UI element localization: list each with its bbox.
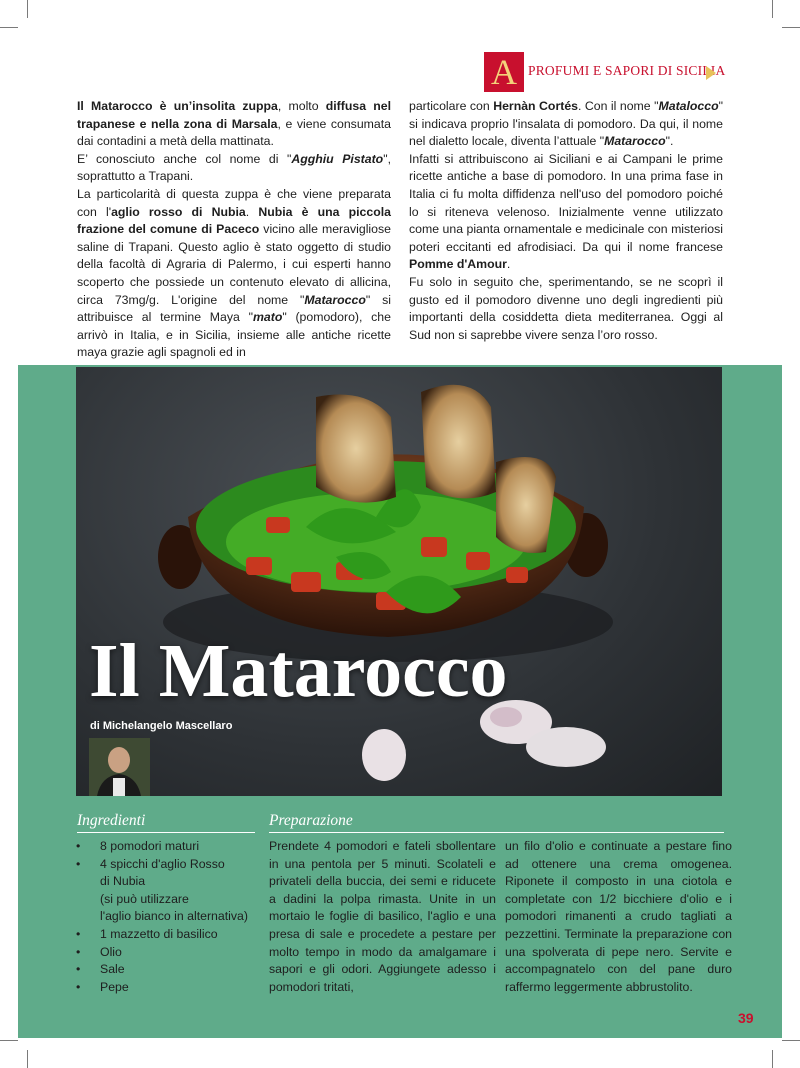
author-portrait <box>89 738 150 796</box>
crop-mark <box>772 1050 773 1068</box>
ingredient-text: l'aglio bianco in alternativa) <box>100 909 248 924</box>
text-run: Il Matarocco è un’insolita zuppa <box>77 99 278 113</box>
text-run: Agghiu Pistato <box>291 151 384 166</box>
crop-mark <box>772 0 773 18</box>
text-run: Hernàn Cortés <box>493 99 578 113</box>
bullet-icon: • <box>76 926 81 941</box>
arrow-icon <box>706 66 716 80</box>
text-run: " si attribuisce al termine Maya " <box>77 292 391 325</box>
crop-mark <box>782 1040 800 1041</box>
text-run: particolare con <box>409 99 494 113</box>
text-run: Matarocco <box>304 292 366 307</box>
ingredient-item <box>76 979 248 997</box>
intro-paragraph <box>77 98 391 151</box>
text-run: mato <box>252 310 283 325</box>
text-run: . <box>506 257 511 272</box>
intro-paragraph <box>77 186 391 362</box>
crop-mark <box>782 27 800 28</box>
intro-column-right <box>409 98 723 344</box>
text-run: Matalocco <box>658 99 719 113</box>
text-run: vicino alle meravigliose saline di Trapani. Questo aglio è stato oggetto di studio della facoltà di Agraria di Palermo, i cui esperti hanno scoperto che possiede un contenuto elevato di allicina, circa 73mg/g. L'origine del nome " <box>77 222 391 307</box>
bullet-icon: • <box>76 839 81 853</box>
text-run: ", soprattutto a Trapani. <box>77 151 391 184</box>
text-run: , e viene consumata dai contadini a metà della mattinata. <box>77 116 392 149</box>
text-run: . <box>245 204 259 219</box>
author-byline: di Michelangelo Mascellaro <box>90 720 233 732</box>
text-run: " si indicava proprio l'insalata di pomodoro. Da qui, il nome nel dialetto locale, diventa l’attuale " <box>409 99 723 149</box>
text-run: diffusa nel trapanese e nella zona di Marsala <box>77 99 391 131</box>
text-run: Nubia è una piccola frazione del comune di Paceco <box>77 204 391 237</box>
ingredients-title: Ingredienti <box>77 812 146 829</box>
ingredient-item <box>76 944 248 962</box>
ingredient-text: 4 spicchi d'aglio Rosso <box>100 856 225 871</box>
ingredients-list <box>76 838 248 996</box>
text-run: Matarocco <box>604 134 666 149</box>
preparation-text-col1: Prendete 4 pomodori e fateli sbollentare in una pentola per 5 minuti. Scolateli e privateli della buccia, dei semi e riducete a dadini la polpa rimasta. Unite in un mortaio le foglie di basilico, l'aglio e una presa di sale e procedete a pestare per molto tempo in modo da amalgamare i sapori e gli odori. Aggiungete adesso i pomodori tritati, <box>269 839 496 994</box>
text-run: , molto <box>277 99 326 113</box>
text-run: Fu solo in seguito che, sperimentando, se ne scoprì il gusto ed il pomodoro divenne uno degli ingredienti più importanti della cosiddetta dieta mediterranea. Oggi al Sud non si saprebbe vivere senza l’oro rosso. <box>409 274 723 342</box>
page-number: 39 <box>738 1010 754 1026</box>
crop-mark <box>27 0 28 18</box>
ingredient-item <box>76 856 248 874</box>
ingredient-item <box>76 891 248 909</box>
ingredient-text: Pepe <box>100 979 129 994</box>
ingredient-item <box>76 926 248 944</box>
preparation-title: Preparazione <box>269 812 353 829</box>
author-photo <box>89 738 150 796</box>
section-title: PROFUMI E SAPORI DI SICILIA <box>528 63 726 78</box>
intro-column-left <box>77 98 391 362</box>
ingredient-item <box>76 873 248 891</box>
ingredient-item <box>76 961 248 979</box>
section-header <box>484 52 724 92</box>
intro-paragraph <box>77 151 391 186</box>
preparation-text-col2: un filo d'olio e continuate a pestare fino ad ottenere una crema omogenea. Riponete il composto in una ciotola e completate con 1/2 bicchiere d'olio e i pomodori rimanenti a crudo tagliati a pezzettini. Terminate la preparazione con una spolverata di pepe nero. Servite e accompagnatelo con del pane duro raffermo leggermente abbrustolito. <box>505 839 732 994</box>
crop-mark <box>0 27 18 28</box>
magazine-logo: A <box>484 52 524 92</box>
intro-paragraph <box>409 98 723 151</box>
text-run: " (pomodoro), che arrivò in Italia, e in Sicilia, insieme alle antiche ricette maya grazie agli spagnoli ed in <box>77 310 391 360</box>
ingredient-text: 1 mazzetto di basilico <box>100 926 218 941</box>
text-run: ". <box>665 134 674 149</box>
ingredient-item <box>76 838 248 856</box>
crop-mark <box>0 1040 18 1041</box>
preparation-rule <box>269 832 724 833</box>
intro-paragraph <box>409 274 723 344</box>
bullet-icon: • <box>76 856 81 871</box>
ingredient-text: Sale <box>100 962 125 977</box>
text-run: Infatti si attribuiscono ai Siciliani e ai Campani le prime ricette antiche a base di pomodoro. In una prima fase in Italia ci fu molta diffidenza nell'uso del pomodoro poiché lo si riteneva velenoso. Inizialmente venne utilizzato come una pianta ornamentale e medicinale con misteriosi poteri eccitanti ed afrodisiaci. Da qui il nome francese <box>409 151 723 254</box>
crop-mark <box>27 1050 28 1068</box>
ingredient-text: di Nubia <box>100 874 146 889</box>
ingredient-text: (si può utilizzare <box>100 891 189 906</box>
article-title: Il Matarocco <box>89 629 508 713</box>
bullet-icon: • <box>76 979 81 994</box>
ingredient-text: 8 pomodori maturi <box>100 839 200 853</box>
text-run: . Con il nome " <box>578 99 659 113</box>
ingredients-rule <box>77 832 255 833</box>
bullet-icon: • <box>76 962 81 977</box>
ingredient-item <box>76 908 248 926</box>
bullet-icon: • <box>76 944 81 959</box>
intro-paragraph <box>409 151 723 274</box>
text-run: La particolarità di questa zuppa è che viene preparata con l' <box>77 186 391 219</box>
ingredient-text: Olio <box>100 944 122 959</box>
text-run: aglio rosso di Nubia <box>111 204 246 219</box>
text-run: Pomme d'Amour <box>409 257 507 272</box>
text-run: E’ conosciuto anche col nome di " <box>77 151 292 166</box>
